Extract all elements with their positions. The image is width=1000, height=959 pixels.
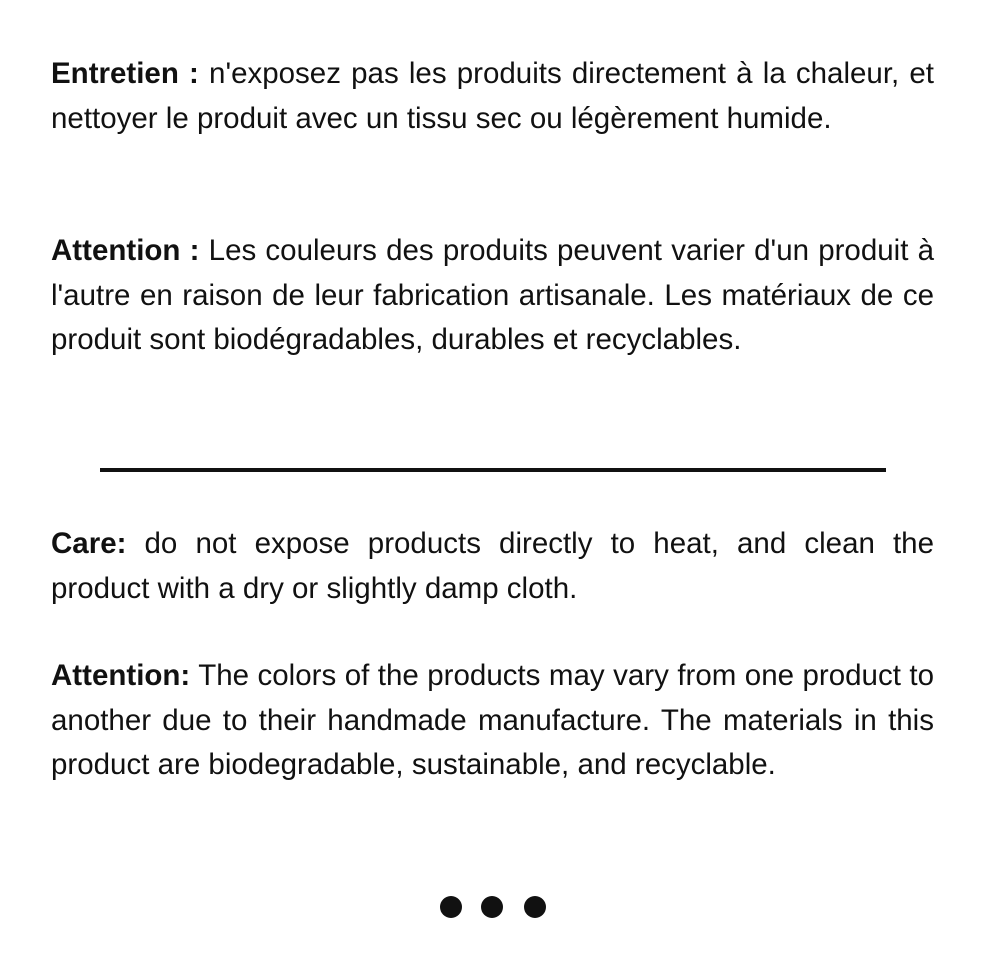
english-attention-text: The colors of the products may vary from one product to another due to their handmade manufacture. The materials in this product are biodegradable, sustainable, and recyclable. bbox=[51, 659, 934, 781]
english-attention-paragraph bbox=[51, 654, 934, 788]
english-care-label: Care: bbox=[51, 527, 127, 560]
english-attention-label: Attention: bbox=[51, 659, 191, 692]
french-attention-label: Attention : bbox=[51, 234, 200, 267]
section-divider bbox=[100, 468, 886, 472]
french-attention-text: Les couleurs des produits peuvent varier d'un produit à l'autre en raison de leur fabrication artisanale. Les matériaux de ce produit sont biodégradables, durables et recyclables. bbox=[51, 234, 934, 356]
french-attention-paragraph bbox=[51, 229, 934, 363]
english-care-text: do not expose products directly to heat, and clean the product with a dry or slightly damp cloth. bbox=[51, 527, 934, 605]
dot-2 bbox=[481, 896, 503, 918]
more-dots-icon bbox=[440, 896, 550, 920]
french-care-paragraph bbox=[51, 52, 934, 141]
dot-3 bbox=[524, 896, 546, 918]
dot-1 bbox=[440, 896, 462, 918]
english-care-paragraph bbox=[51, 522, 934, 611]
french-care-text: n'exposez pas les produits directement à la chaleur, et nettoyer le produit avec un tissu sec ou légèrement humide. bbox=[51, 57, 934, 135]
french-care-label: Entretien : bbox=[51, 57, 199, 90]
